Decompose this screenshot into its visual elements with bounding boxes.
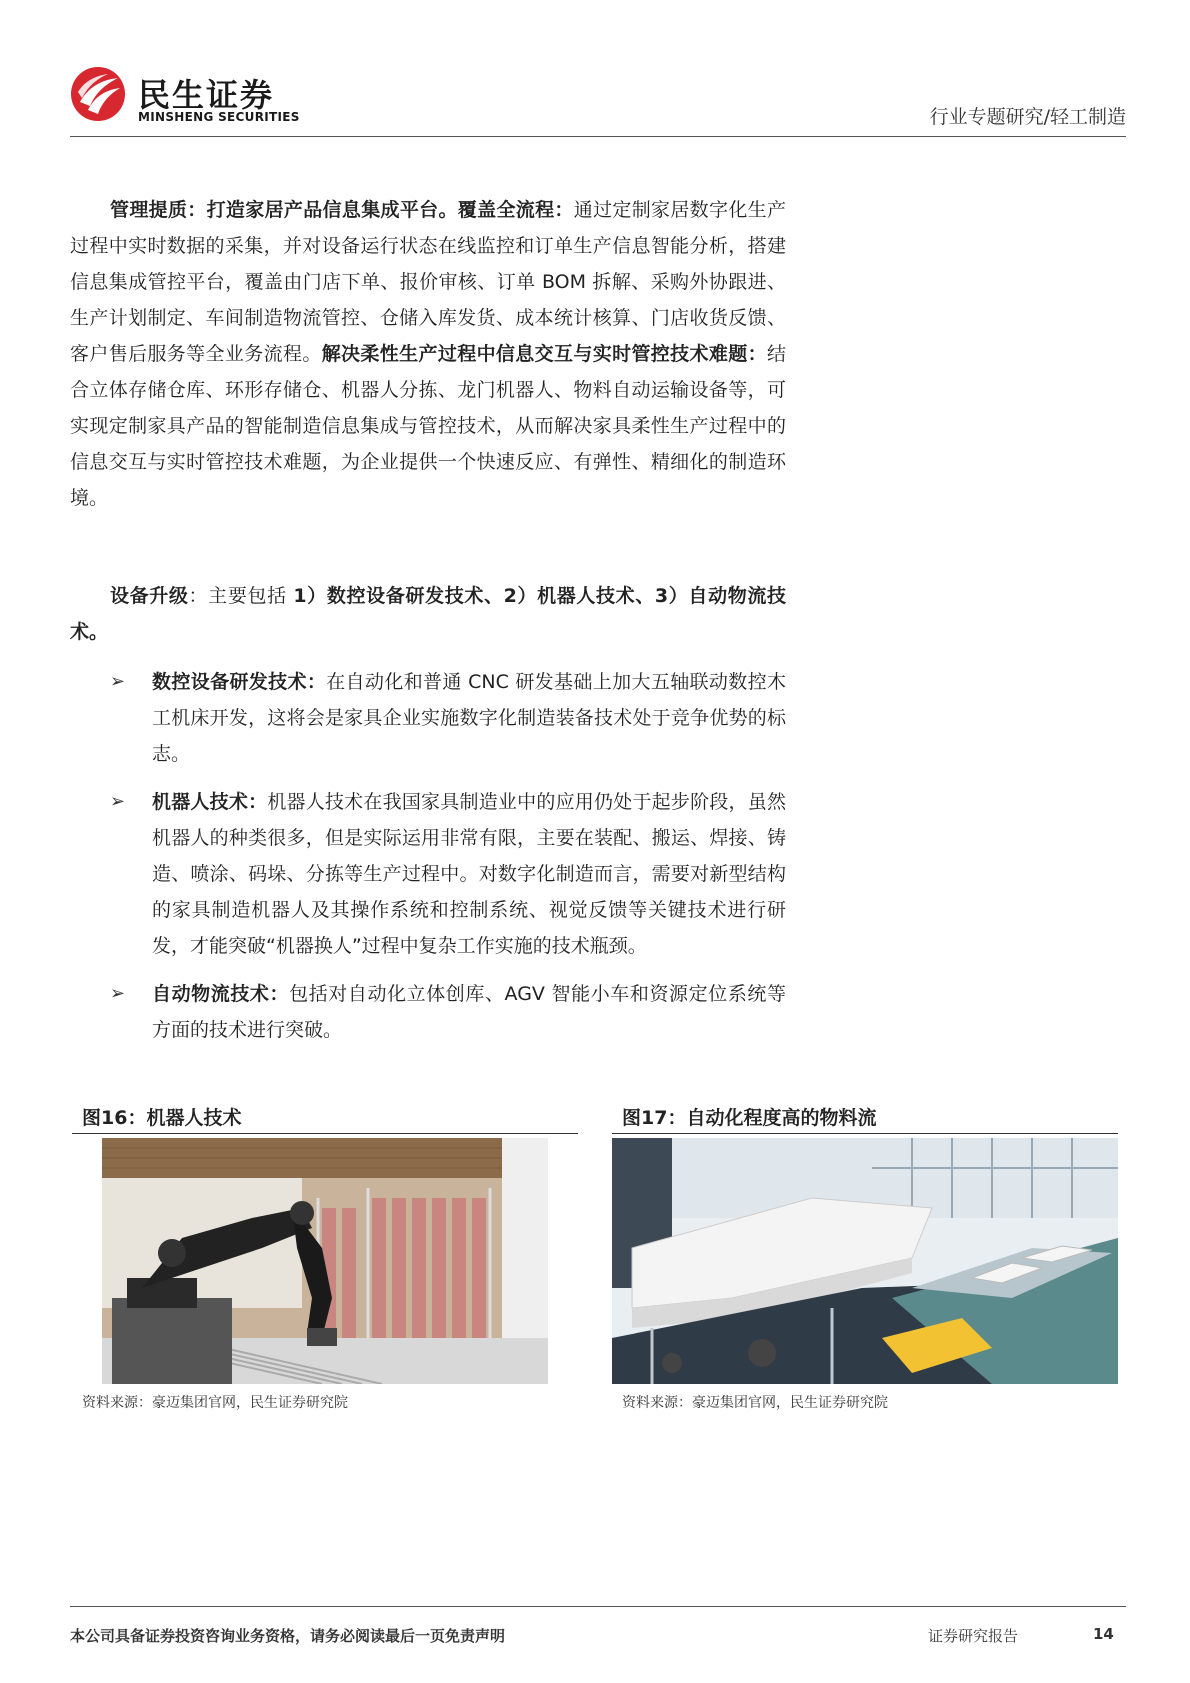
footer-divider — [70, 1606, 1126, 1607]
figure-17 — [612, 1103, 1118, 1412]
page-number: 14 — [1093, 1625, 1114, 1643]
footer-disclaimer: 本公司具备证券投资咨询业务资格，请务必阅读最后一页免责声明 — [70, 1627, 506, 1645]
bullet-label: 机器人技术： — [152, 791, 268, 813]
bullet-text: 在自动化和普通 CNC 研发基础上加大五轴联动数控木工机床开发，这将会是家具企业实施数字化制造装备技术处于竞争优势的标志。 — [152, 671, 786, 765]
bullet-label: 自动物流技术： — [152, 983, 290, 1005]
para1-text2: 结合立体存储仓库、环形存储仓、机器人分拣、龙门机器人、物料自动运输设备等，可实现定制家具产品的智能制造信息集成与管控技术，从而解决家具柔性生产过程中的信息交互与实时管控技术难题，为企业提供一个快速反应、有弹性、精细化的制造环境。 — [70, 343, 786, 509]
robot-arm-illustration — [72, 1138, 578, 1384]
para2-lead: 设备升级 — [110, 585, 189, 607]
brand-name-en: MINSHENG SECURITIES — [138, 110, 300, 124]
minsheng-logo-icon — [70, 66, 126, 122]
page-header — [70, 58, 1126, 138]
paragraph-equipment — [70, 578, 786, 650]
arrow-bullet-icon: ➢ — [110, 671, 126, 692]
list-item — [70, 976, 786, 1048]
figure-title: 图17：自动化程度高的物料流 — [612, 1103, 1118, 1134]
bullet-label: 数控设备研发技术： — [152, 671, 327, 693]
conveyor-illustration — [612, 1138, 1118, 1384]
bullet-text: 机器人技术在我国家具制造业中的应用仍处于起步阶段，虽然机器人的种类很多，但是实际运用非常有限，主要在装配、搬运、焊接、铸造、喷涂、码垛、分拣等生产过程中。对数字化制造而言，需要对新型结构的家具制造机器人及其操作系统和控制系统、视觉反馈等关键技术进行研发，才能突破“机器换人”过程中复杂工作实施的技术瓶颈。 — [152, 791, 786, 957]
report-category: 行业专题研究/轻工制造 — [929, 106, 1126, 128]
material-flow-photo — [612, 1138, 1118, 1384]
footer-report-type: 证券研究报告 — [928, 1627, 1019, 1645]
para1-lead: 管理提质：打造家居产品信息集成平台。覆盖全流程： — [110, 199, 574, 221]
figure-16 — [72, 1103, 578, 1412]
paragraph-management — [70, 192, 786, 516]
arrow-bullet-icon: ➢ — [110, 791, 126, 812]
brand-name-cn: 民生证券 — [138, 76, 275, 114]
figure-source: 资料来源：豪迈集团官网，民生证券研究院 — [622, 1395, 888, 1411]
robot-photo — [72, 1138, 578, 1384]
figure-source: 资料来源：豪迈集团官网，民生证券研究院 — [82, 1395, 348, 1411]
bullet-text: 包括对自动化立体创库、AGV 智能小车和资源定位系统等方面的技术进行突破。 — [152, 983, 786, 1041]
para2-items: 1）数控设备研发技术、2）机器人技术、3）自动物流技术。 — [70, 585, 786, 643]
figure-title: 图16：机器人技术 — [72, 1103, 578, 1134]
arrow-bullet-icon: ➢ — [110, 983, 126, 1004]
para2-text: ：主要包括 — [188, 585, 294, 607]
list-item — [70, 784, 786, 964]
para1-text1: 通过定制家居数字化生产过程中实时数据的采集，并对设备运行状态在线监控和订单生产信息智能分析，搭建信息集成管控平台，覆盖由门店下单、报价审核、订单 BOM 拆解、采购外协跟进、生产计划制定、车间制造物流管控、仓储入库发货、成本统计核算、门店收货反馈、客户售后服务等全业务流程。 — [70, 199, 786, 365]
list-item — [70, 664, 786, 772]
header-divider — [70, 136, 1126, 137]
bullet-list — [70, 664, 786, 1060]
para1-mid: 解决柔性生产过程中信息交互与实时管控技术难题： — [321, 343, 767, 365]
